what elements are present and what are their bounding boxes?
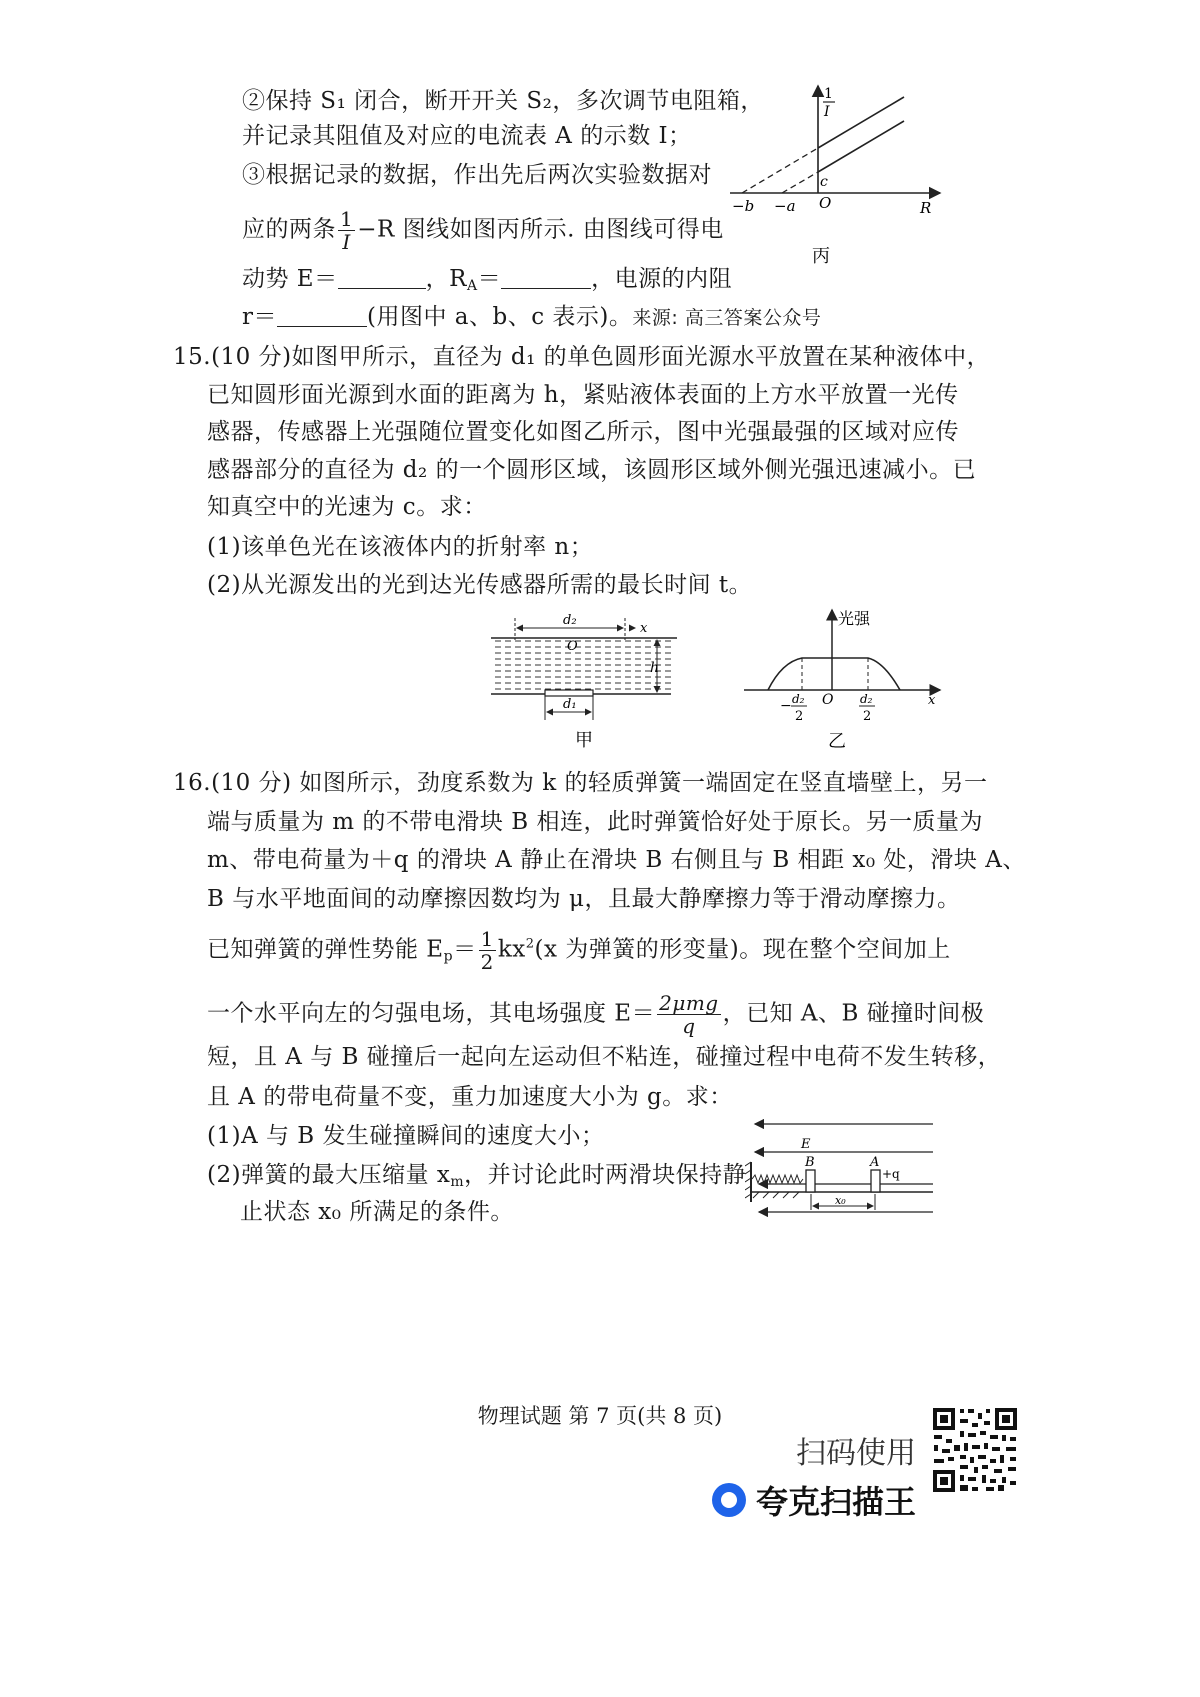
q16-part1: (1)A 与 B 发生碰撞瞬间的速度大小； xyxy=(207,1123,605,1149)
q15-part2: (2)从光源发出的光到达光传感器所需的最长时间 t。 xyxy=(207,572,753,598)
q14-r-label: r＝ xyxy=(242,304,277,330)
q14-step3-line1: ③根据记录的数据，作出先后两次实验数据对 xyxy=(242,162,712,188)
fraction-denominator: I xyxy=(342,230,351,254)
q16-line5-rest: (x 为弹簧的形变量)。现在整个空间加上 xyxy=(534,936,951,963)
origin-label: O xyxy=(819,194,832,212)
h-label: h xyxy=(650,660,660,676)
light-source xyxy=(545,690,593,696)
q16-ep-subscript: p xyxy=(443,948,454,965)
figure-yi-intensity xyxy=(740,600,950,755)
line-lower-dashed xyxy=(782,172,818,193)
q16-line3: m、带电荷量为＋q 的滑块 A 静止在滑块 B 右侧且与 B 相距 x₀ 处，滑块 A、 xyxy=(207,847,1026,873)
q16-part2-line2: 止状态 x₀ 所满足的条件。 xyxy=(240,1199,514,1225)
block-a xyxy=(871,1170,880,1192)
tick-neg-b: −b xyxy=(732,197,755,215)
y-label-den: I xyxy=(824,104,830,120)
figure-caption: 乙 xyxy=(828,731,846,752)
q16-field-label: 一个水平向左的匀强电场，其电场强度 E＝ xyxy=(207,1000,656,1027)
spring xyxy=(752,1175,803,1183)
q14-step3-line4 xyxy=(242,302,821,333)
q14-internal-resistance-label: ，电源的内阻 xyxy=(591,266,733,292)
origin-label: O xyxy=(822,692,834,708)
q16-line8: 且 A 的带电荷量不变，重力加速度大小为 g。求： xyxy=(207,1084,733,1110)
q15-line5: 知真空中的光速为 c。求： xyxy=(207,494,487,520)
scan-badge-logo xyxy=(712,1483,746,1517)
tick-right-num: d₂ xyxy=(860,692,873,706)
q16-part2-b: ，并讨论此时两滑块保持静 xyxy=(464,1162,747,1188)
q16-part2-line1 xyxy=(207,1160,746,1197)
fraction-denominator: q xyxy=(682,1014,696,1038)
x-label: x xyxy=(640,621,648,636)
fraction-numerator: 1 xyxy=(340,207,354,231)
q16-ep-label: 已知弹簧的弹性势能 E xyxy=(207,936,444,963)
tick-left-sign: − xyxy=(780,698,792,714)
x0-label: x₀ xyxy=(835,1194,846,1207)
q15-part1: (1)该单色光在该液体内的折射率 n； xyxy=(207,534,594,560)
d1-label: d₁ xyxy=(563,697,577,712)
tick-neg-a: −a xyxy=(774,197,796,215)
field-label: E xyxy=(801,1137,811,1152)
intensity-curve xyxy=(768,658,900,690)
q16-field-fraction xyxy=(657,992,721,1037)
source-note: 来源: 高三答案公众号 xyxy=(632,307,822,329)
q15-line3: 感器，传感器上光强随位置变化如图乙所示，图中光强最强的区域对应传 xyxy=(207,419,959,445)
figure-caption: 丙 xyxy=(812,246,830,267)
q14-inverse-current-fraction xyxy=(338,208,355,253)
y-label: 光强 xyxy=(838,609,871,628)
block-b xyxy=(806,1170,815,1192)
q14-ra-label: ，R xyxy=(425,266,467,292)
q16-line1: 16.(10 分) 如图所示，劲度系数为 k 的轻质弹簧一端固定在竖直墙壁上，另一 xyxy=(173,770,988,796)
scan-badge-top-text: 扫码使用 xyxy=(796,1436,916,1471)
figure-bing-graph xyxy=(720,78,950,278)
line-upper-solid xyxy=(818,97,904,148)
page-footer: 物理试题 第 7 页(共 8 页) xyxy=(477,1404,723,1428)
origin-label: O xyxy=(567,639,578,654)
q14-step2-line2: 并记录其阻值及对应的电流表 A 的示数 I； xyxy=(242,123,692,149)
q14-step3-line2-b: −R 图线如图丙所示. 由图线可得电 xyxy=(357,216,724,243)
answer-blank-ra[interactable] xyxy=(501,266,591,289)
q14-step3-line2-a: 应的两条 xyxy=(242,216,336,243)
q14-ra-subscript: A xyxy=(466,278,478,294)
q16-xm-subscript: m xyxy=(450,1174,465,1190)
figure-caption: 甲 xyxy=(575,730,593,751)
logo-inner-ring xyxy=(721,1492,737,1508)
q16-kx: kx xyxy=(497,936,526,963)
q14-step3-line3 xyxy=(242,264,732,301)
q16-line2: 端与质量为 m 的不带电滑块 B 相连，此时弹簧恰好处于原长。另一质量为 xyxy=(207,809,983,835)
x-label: R xyxy=(920,199,932,217)
tick-left-den: 2 xyxy=(795,709,804,724)
q16-half-fraction xyxy=(479,928,496,973)
fraction-numerator: 2μmg xyxy=(659,991,719,1015)
answer-blank-emf[interactable] xyxy=(338,266,426,289)
scan-badge-brand: 夸克扫描王 xyxy=(756,1483,917,1521)
tick-left-num: d₂ xyxy=(792,692,805,706)
q14-step3-line2 xyxy=(242,208,724,253)
fraction-denominator: 2 xyxy=(480,950,494,974)
q16-kx-superscript: 2 xyxy=(525,936,535,952)
q14-emf-label: 动势 E＝ xyxy=(242,266,338,292)
figure-jia-liquid xyxy=(485,608,685,753)
q15-line1: 15.(10 分)如图甲所示，直径为 d₁ 的单色圆形面光源水平放置在某种液体中， xyxy=(173,344,991,370)
qr-code-image[interactable] xyxy=(930,1405,1020,1495)
q15-line2: 已知圆形面光源到水面的距离为 h，紧贴液体表面的上方水平放置一光传 xyxy=(207,382,959,408)
figure-q16-spring-blocks xyxy=(745,1112,940,1232)
line-lower-solid xyxy=(818,121,904,172)
ground-hatch xyxy=(753,1192,799,1198)
q15-line4: 感器部分的直径为 d₂ 的一个圆形区域，该圆形区域外侧光强迅速减小。已 xyxy=(207,457,977,483)
fraction-numerator: 1 xyxy=(480,927,494,951)
block-b-label: B xyxy=(805,1155,815,1170)
charge-label: +q xyxy=(882,1167,900,1181)
q14-r-note: (用图中 a、b、c 表示)。 xyxy=(367,304,633,330)
q16-line6-rest: ，已知 A、B 碰撞时间极 xyxy=(722,1000,985,1027)
q14-ra-equals: ＝ xyxy=(477,266,502,292)
q16-line4: B 与水平地面间的动摩擦因数均为 μ，且最大静摩擦力等于滑动摩擦力。 xyxy=(207,886,961,912)
q16-line5 xyxy=(207,928,951,973)
q16-part2-a: (2)弹簧的最大压缩量 x xyxy=(207,1162,451,1188)
tick-right-den: 2 xyxy=(863,709,872,724)
d2-label: d₂ xyxy=(563,613,577,628)
q14-step2-line1: ②保持 S₁ 闭合，断开开关 S₂，多次调节电阻箱， xyxy=(242,88,764,114)
line-upper-dashed xyxy=(742,148,818,193)
x-label: x xyxy=(928,693,936,708)
intercept-label: c xyxy=(820,174,828,190)
y-label-num: 1 xyxy=(824,86,833,102)
q16-line6 xyxy=(207,992,984,1037)
q16-line7: 短，且 A 与 B 碰撞后一起向左运动但不粘连，碰撞过程中电荷不发生转移， xyxy=(207,1044,1002,1070)
liquid-body xyxy=(491,638,671,694)
q16-ep-equals: ＝ xyxy=(453,936,477,963)
block-a-label: A xyxy=(870,1155,880,1170)
answer-blank-r[interactable] xyxy=(277,304,367,327)
